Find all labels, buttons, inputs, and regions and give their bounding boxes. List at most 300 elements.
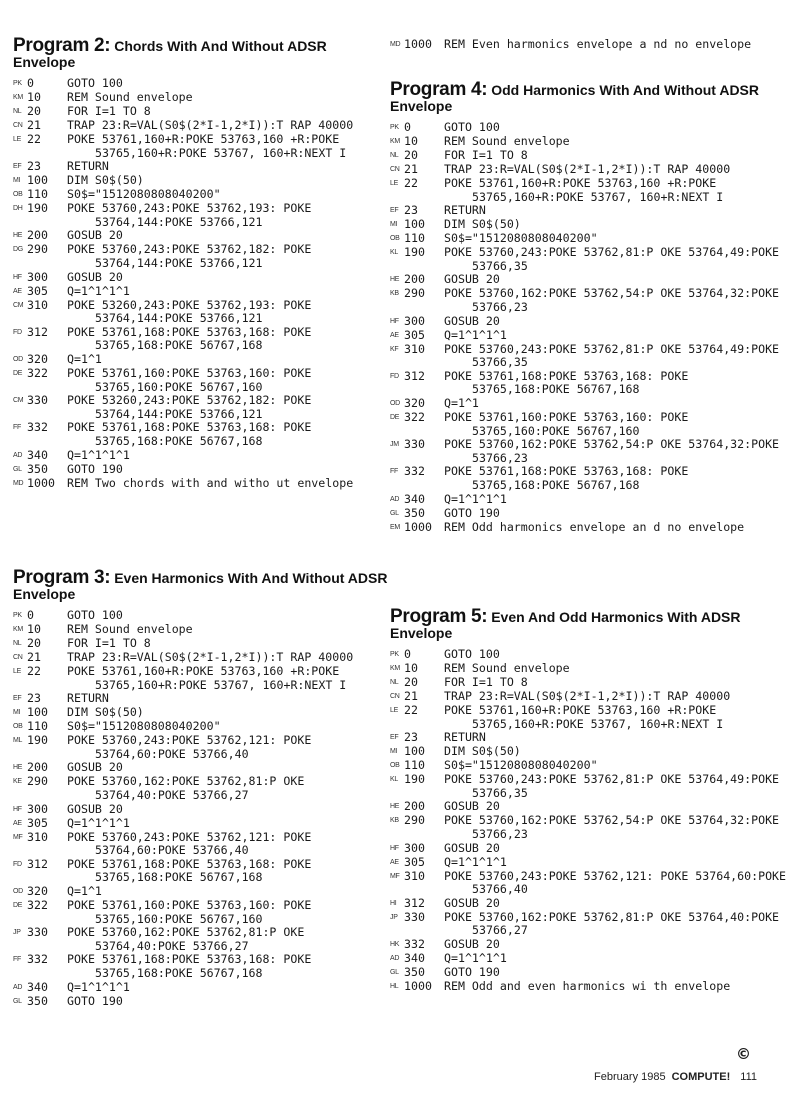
code-line [13, 285, 388, 299]
code-line [13, 202, 388, 229]
page-number: 111 [740, 1071, 757, 1083]
checksum-label: KM [13, 626, 23, 633]
code-line [13, 775, 388, 802]
checksum-label: EF [13, 695, 22, 703]
checksum-label: GL [390, 968, 399, 976]
line-number: 310 [27, 297, 48, 312]
line-number: 350 [27, 993, 48, 1008]
line-number: 350 [404, 505, 425, 520]
line-number: 340 [27, 979, 48, 994]
line-number: 332 [404, 464, 425, 479]
code-line [13, 637, 388, 651]
code-line [13, 651, 388, 665]
program-5-heading: Even And Odd Harmonics With ADSR Envelope [390, 609, 741, 641]
program-4-listing [390, 79, 790, 535]
code-line [390, 897, 790, 911]
line-number: 300 [27, 801, 48, 816]
code-text: POKE 53761,168:POKE 53763,168: POKE 53765,168:POKE 56767,168 [67, 420, 319, 448]
line-number: 310 [404, 868, 425, 883]
checksum-label: AE [13, 819, 22, 827]
code-text: REM Odd and even harmonics wi th envelope [444, 978, 731, 993]
code-text: REM Odd harmonics envelope an d no envelope [444, 519, 745, 534]
line-number: 305 [27, 815, 48, 830]
code-line [13, 831, 388, 858]
checksum-label: MI [390, 221, 398, 229]
program-3-continuation [390, 38, 790, 52]
line-number: 20 [404, 675, 418, 689]
code-line [390, 135, 790, 149]
line-number: 330 [27, 393, 48, 408]
code-text: GOSUB 20 [444, 799, 500, 814]
line-number: 0 [27, 608, 34, 622]
program-2-title [13, 35, 388, 70]
code-line [390, 287, 790, 314]
code-text: POKE 53760,162:POKE 53762,54:P OKE 53764,32:POKE 53766,23 [444, 286, 787, 314]
program-2-code [13, 77, 388, 491]
program-2-listing [13, 35, 388, 491]
checksum-label: EF [390, 734, 399, 742]
code-line [13, 326, 388, 353]
line-number: 22 [27, 664, 41, 678]
code-line [390, 438, 790, 465]
checksum-label: KF [390, 345, 399, 353]
line-number: 0 [27, 76, 34, 90]
line-number: 21 [27, 118, 41, 132]
checksum-label: PK [390, 651, 399, 658]
code-line [390, 773, 790, 800]
code-line [13, 353, 388, 367]
checksum-label: PK [13, 612, 22, 619]
code-text: S0$="1512080808040200" [444, 231, 598, 246]
code-line [13, 609, 388, 623]
checksum-label: KB [390, 290, 399, 298]
code-text: POKE 53760,243:POKE 53762,121: POKE 53764,60:POKE 53766,40 [67, 829, 319, 858]
code-text: Q=1^1^1^1 [67, 815, 130, 830]
line-number: 190 [27, 201, 48, 216]
code-line [390, 521, 790, 535]
checksum-label: FD [13, 328, 22, 336]
line-number: 190 [404, 772, 425, 787]
code-line [390, 662, 790, 676]
code-text: POKE 53760,243:POKE 53762,81:P OKE 53764,49:POKE 53766,35 [444, 772, 787, 800]
code-line [390, 704, 790, 731]
code-text: Q=1^1 [67, 883, 102, 898]
line-number: 350 [27, 461, 48, 476]
line-number: 23 [404, 730, 418, 745]
checksum-label: MF [13, 833, 23, 841]
line-number: 350 [404, 964, 425, 979]
checksum-label: OB [390, 762, 400, 770]
line-number: 110 [404, 758, 425, 773]
program-4-number: Program 4: [390, 79, 488, 100]
checksum-label: HF [13, 805, 22, 813]
checksum-label: JM [390, 441, 399, 449]
code-line [13, 421, 388, 448]
code-line [390, 745, 790, 759]
code-text: POKE 53761,168:POKE 53763,168: POKE 53765,168:POKE 56767,168 [67, 856, 319, 885]
footer-date: February 1985 [594, 1071, 666, 1083]
line-number: 300 [404, 840, 425, 855]
code-text: RETURN [444, 730, 486, 745]
code-text: Q=1^1^1^1 [444, 327, 507, 342]
code-line [13, 858, 388, 885]
line-number: 20 [27, 636, 41, 650]
line-number: 305 [404, 854, 425, 869]
code-line [390, 759, 790, 773]
checksum-label: CN [390, 166, 400, 173]
checksum-label: FD [13, 860, 22, 868]
line-number: 23 [404, 203, 418, 218]
checksum-label: CN [13, 654, 23, 661]
code-text: GOSUB 20 [444, 272, 500, 287]
code-text: GOTO 190 [67, 461, 123, 476]
code-line [390, 204, 790, 218]
code-text: RETURN [444, 203, 486, 218]
code-line [390, 856, 790, 870]
code-text: POKE 53760,243:POKE 53762,81:P OKE 53764,49:POKE 53766,35 [444, 341, 787, 370]
code-line [390, 397, 790, 411]
line-number: 330 [404, 909, 425, 924]
checksum-label: LE [390, 180, 398, 187]
code-line [390, 315, 790, 329]
line-number: 290 [27, 242, 48, 257]
line-number: 310 [27, 829, 48, 844]
line-number: 100 [404, 217, 425, 232]
line-number: 200 [404, 272, 425, 287]
checksum-label: AE [390, 331, 399, 339]
code-text: REM Sound envelope [444, 134, 570, 148]
line-number: 320 [27, 351, 48, 366]
code-text: POKE 53761,160+R:POKE 53763,160 +R:POKE 53765,160+R:POKE 53767, 160+R:NEXT I [67, 664, 347, 692]
line-number: 10 [27, 622, 41, 636]
code-text: POKE 53761,160+R:POKE 53763,160 +R:POKE 53765,160+R:POKE 53767, 160+R:NEXT I [444, 703, 724, 731]
code-line [13, 229, 388, 243]
line-number: 310 [404, 341, 425, 356]
code-line [390, 38, 790, 52]
line-number: 340 [404, 491, 425, 506]
checksum-label: KE [13, 778, 22, 786]
code-line [390, 232, 790, 246]
code-line [13, 706, 388, 720]
line-number: 332 [27, 420, 48, 435]
code-text: REM Sound envelope [67, 622, 193, 636]
code-line [390, 731, 790, 745]
code-line [13, 271, 388, 285]
checksum-label: FF [390, 468, 398, 476]
code-text: RETURN [67, 159, 109, 174]
line-number: 190 [404, 245, 425, 260]
line-number: 10 [404, 661, 418, 675]
code-line [13, 91, 388, 105]
code-text: POKE 53761,168:POKE 53763,168: POKE 53765,168:POKE 56767,168 [67, 324, 319, 353]
program-2-heading: Chords With And Without ADSR Envelope [13, 38, 327, 70]
code-line [13, 188, 388, 202]
code-text: Q=1^1^1^1 [67, 447, 130, 462]
line-number: 110 [27, 187, 48, 202]
code-line [13, 367, 388, 394]
program-5-title [390, 606, 790, 641]
code-text: REM Even harmonics envelope a nd no envelope [444, 37, 752, 51]
checksum-label: OB [390, 235, 400, 243]
line-number: 23 [27, 159, 41, 174]
code-line [13, 623, 388, 637]
checksum-label: LE [13, 668, 21, 675]
code-text: GOSUB 20 [67, 760, 123, 775]
code-text: POKE 53761,168:POKE 53763,168: POKE 53765,168:POKE 56767,168 [444, 464, 696, 492]
line-number: 332 [404, 936, 425, 951]
code-line [390, 246, 790, 273]
code-text: TRAP 23:R=VAL(S0$(2*I-1,2*I)):T RAP 40000 [444, 162, 731, 176]
footer-brand: COMPUTE! [671, 1071, 731, 1083]
code-line [13, 899, 388, 926]
code-text: GOTO 100 [444, 647, 500, 661]
line-number: 0 [404, 647, 411, 661]
checksum-label: HF [390, 844, 399, 852]
code-line [13, 299, 388, 326]
program-3-listing [13, 567, 388, 1009]
code-line [13, 105, 388, 119]
checksum-label: CN [13, 122, 23, 129]
code-text: GOSUB 20 [67, 801, 123, 816]
checksum-label: DE [390, 413, 400, 421]
code-text: POKE 53260,243:POKE 53762,182: POKE 53764,144:POKE 53766,121 [67, 393, 319, 421]
line-number: 1000 [27, 475, 55, 490]
line-number: 312 [27, 324, 48, 339]
line-number: 300 [27, 269, 48, 284]
checksum-label: DG [13, 246, 23, 254]
code-text: GOTO 100 [67, 608, 123, 622]
line-number: 0 [404, 120, 411, 134]
line-number: 290 [404, 286, 425, 301]
code-line [13, 981, 388, 995]
copyright-icon: © [736, 1045, 751, 1063]
code-line [390, 814, 790, 841]
code-line [13, 720, 388, 734]
line-number: 21 [404, 689, 418, 703]
checksum-label: CM [13, 301, 24, 309]
checksum-label: MD [390, 41, 401, 48]
line-number: 312 [404, 368, 425, 383]
code-line [390, 648, 790, 662]
line-number: 322 [27, 365, 48, 380]
code-line [13, 119, 388, 133]
continuation-code [390, 38, 790, 52]
checksum-label: EF [13, 163, 22, 171]
checksum-label: KL [390, 249, 398, 257]
line-number: 320 [404, 395, 425, 410]
code-text: TRAP 23:R=VAL(S0$(2*I-1,2*I)):T RAP 40000 [67, 118, 354, 132]
checksum-label: HF [390, 317, 399, 325]
code-text: S0$="1512080808040200" [67, 187, 221, 202]
code-text: DIM S0$(50) [444, 217, 521, 232]
checksum-label: PK [13, 80, 22, 87]
code-text: Q=1^1^1^1 [444, 491, 507, 506]
code-line [13, 160, 388, 174]
code-line [390, 411, 790, 438]
program-2-number: Program 2: [13, 35, 111, 56]
code-line [13, 817, 388, 831]
code-text: GOSUB 20 [444, 840, 500, 855]
checksum-label: KM [13, 94, 23, 101]
code-line [13, 77, 388, 91]
code-text: POKE 53760,243:POKE 53762,121: POKE 53764,60:POKE 53766,40 [444, 868, 794, 897]
code-line [13, 885, 388, 899]
code-text: POKE 53761,160:POKE 53763,160: POKE 53765,160:POKE 56767,160 [67, 365, 319, 394]
code-text: TRAP 23:R=VAL(S0$(2*I-1,2*I)):T RAP 40000 [67, 650, 354, 664]
checksum-label: GL [13, 997, 22, 1005]
line-number: 10 [404, 134, 418, 148]
line-number: 1000 [404, 978, 432, 993]
code-text: POKE 53760,162:POKE 53762,81:P OKE 53764,40:POKE 53766,27 [67, 925, 312, 953]
line-number: 1000 [404, 519, 432, 534]
line-number: 300 [404, 313, 425, 328]
program-5-listing [390, 606, 794, 994]
checksum-label: HL [390, 982, 399, 990]
code-line [390, 273, 790, 287]
code-line [390, 177, 790, 204]
line-number: 21 [27, 650, 41, 664]
checksum-label: PK [390, 124, 399, 131]
code-line [390, 676, 790, 690]
code-line [13, 174, 388, 188]
checksum-label: AD [13, 983, 23, 991]
code-text: POKE 53760,243:POKE 53762,193: POKE 53764,144:POKE 53766,121 [67, 201, 319, 229]
line-number: 110 [27, 719, 48, 734]
checksum-label: FD [390, 372, 399, 380]
checksum-label: AD [390, 954, 400, 962]
checksum-label: FF [13, 424, 21, 432]
code-text: POKE 53760,243:POKE 53762,182: POKE 53764,144:POKE 53766,121 [67, 242, 319, 270]
code-text: TRAP 23:R=VAL(S0$(2*I-1,2*I)):T RAP 40000 [444, 689, 731, 703]
page-footer [594, 1071, 757, 1083]
checksum-label: LE [13, 136, 21, 143]
line-number: 290 [404, 813, 425, 828]
code-text: DIM S0$(50) [67, 173, 144, 188]
checksum-label: CN [390, 693, 400, 700]
line-number: 305 [27, 283, 48, 298]
code-line [390, 329, 790, 343]
line-number: 200 [27, 228, 48, 243]
checksum-label: JP [390, 913, 398, 921]
line-number: 200 [27, 760, 48, 775]
line-number: 340 [27, 447, 48, 462]
code-text: POKE 53761,160:POKE 53763,160: POKE 53765,160:POKE 56767,160 [67, 897, 319, 926]
line-number: 312 [404, 895, 425, 910]
checksum-label: AE [13, 287, 22, 295]
checksum-label: HI [390, 899, 397, 907]
code-text: GOTO 190 [67, 993, 123, 1008]
line-number: 10 [27, 90, 41, 104]
line-number: 23 [27, 691, 41, 706]
line-number: 20 [27, 104, 41, 118]
code-line [13, 449, 388, 463]
checksum-label: AD [13, 451, 23, 459]
line-number: 22 [404, 176, 418, 190]
checksum-label: OD [13, 355, 23, 363]
code-text: POKE 53761,160:POKE 53763,160: POKE 53765,160:POKE 56767,160 [444, 409, 696, 438]
checksum-label: HF [13, 273, 22, 281]
code-line [13, 692, 388, 706]
line-number: 330 [404, 437, 425, 452]
code-text: GOSUB 20 [444, 895, 500, 910]
checksum-label: DE [13, 901, 23, 909]
code-line [13, 463, 388, 477]
code-line [390, 465, 790, 492]
code-text: FOR I=1 TO 8 [444, 148, 528, 162]
code-text: FOR I=1 TO 8 [67, 636, 151, 650]
checksum-label: MF [390, 872, 400, 880]
checksum-label: MI [13, 709, 21, 717]
checksum-label: JP [13, 929, 21, 937]
line-number: 312 [27, 856, 48, 871]
code-text: GOSUB 20 [444, 936, 500, 951]
code-line [390, 952, 790, 966]
line-number: 290 [27, 774, 48, 789]
checksum-label: NL [390, 152, 399, 159]
checksum-label: NL [390, 679, 399, 686]
checksum-label: OD [390, 399, 400, 407]
checksum-label: OD [13, 887, 23, 895]
code-text: S0$="1512080808040200" [444, 758, 598, 773]
code-text: POKE 53761,168:POKE 53763,168: POKE 53765,168:POKE 56767,168 [67, 952, 319, 980]
checksum-label: OB [13, 723, 23, 731]
program-3-code [13, 609, 388, 1009]
line-number: 22 [27, 132, 41, 146]
code-line [390, 980, 790, 994]
code-line [390, 911, 790, 938]
code-line [390, 163, 790, 177]
code-text: Q=1^1^1^1 [444, 950, 507, 965]
line-number: 190 [27, 733, 48, 748]
code-line [13, 477, 388, 491]
code-text: REM Sound envelope [67, 90, 193, 104]
checksum-label: KB [390, 817, 399, 825]
code-line [390, 938, 790, 952]
code-text: Q=1^1 [444, 395, 479, 410]
code-line [13, 394, 388, 421]
code-text: Q=1^1 [67, 351, 102, 366]
code-text: POKE 53760,162:POKE 53762,81:P OKE 53764,40:POKE 53766,27 [444, 909, 787, 938]
code-line [390, 343, 790, 370]
code-line [13, 133, 388, 160]
code-text: GOTO 100 [67, 76, 123, 90]
program-4-title [390, 79, 790, 114]
code-text: POKE 53760,243:POKE 53762,81:P OKE 53764,49:POKE 53766,35 [444, 245, 787, 273]
code-text: FOR I=1 TO 8 [67, 104, 151, 118]
program-3-heading: Even Harmonics With And Without ADSR Envelope [13, 570, 388, 602]
code-line [13, 665, 388, 692]
code-text: GOSUB 20 [444, 313, 500, 328]
line-number: 100 [404, 744, 425, 759]
code-text: DIM S0$(50) [444, 744, 521, 759]
program-5-code [390, 647, 794, 994]
checksum-label: NL [13, 640, 22, 647]
checksum-label: AE [390, 858, 399, 866]
code-line [13, 734, 388, 761]
line-number: 330 [27, 925, 48, 940]
code-text: DIM S0$(50) [67, 705, 144, 720]
code-line [390, 370, 790, 397]
code-text: POKE 53761,160+R:POKE 53763,160 +R:POKE 53765,160+R:POKE 53767, 160+R:NEXT I [67, 132, 347, 160]
code-text: FOR I=1 TO 8 [444, 675, 528, 689]
checksum-label: KL [390, 776, 398, 784]
checksum-label: GL [390, 509, 399, 517]
code-line [390, 842, 790, 856]
code-line [390, 868, 794, 897]
code-line [13, 243, 388, 270]
line-number: 100 [27, 173, 48, 188]
code-text: POKE 53760,243:POKE 53762,121: POKE 53764,60:POKE 53766,40 [67, 733, 319, 761]
